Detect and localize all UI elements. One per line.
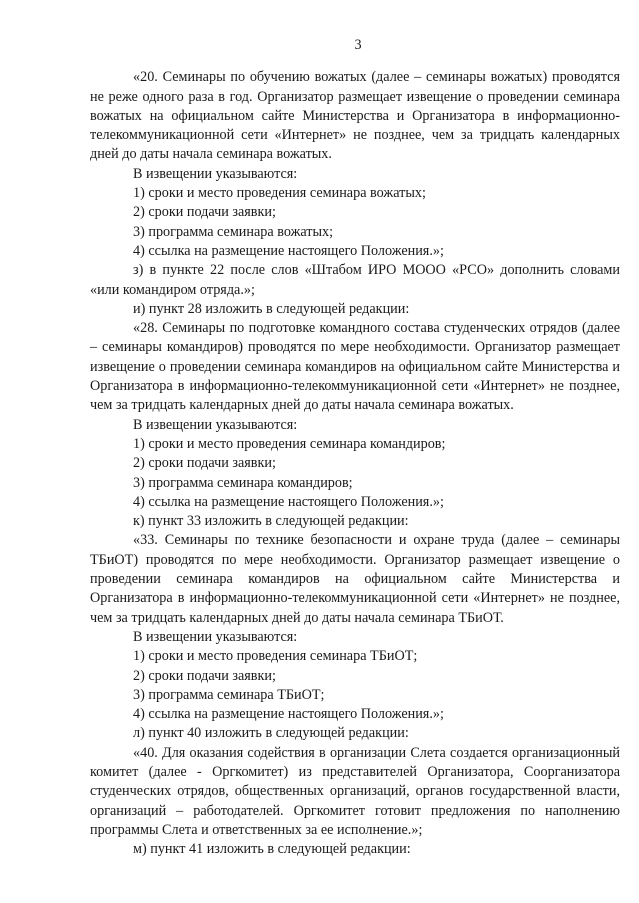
list-item: 1) сроки и место проведения семинара вожатых; [133,185,426,202]
list-item: 1) сроки и место проведения семинара ТБиОТ; [133,648,418,665]
paragraph-item-20: «20. Семинары по обучению вожатых (далее – семинары вожатых) проводятся не реже одного раза в год. Организатор размещает извещение о проведении семинара вожатых на официальном сайте Министерства и Организатора в информационно-телекоммуникационной сети «Интернет» не позднее, чем за тридцать календарных дней до даты начала семинара вожатых. [90,69,620,163]
paragraph-item-33: «33. Семинары по технике безопасности и охране труда (далее – семинары ТБиОТ) проводятся по мере необходимости. Организатор размещает извещение о проведении семинара командиров на официальном сайте Министерства и Организатора в информационно-телекоммуникационной сети «Интернет» не позднее, чем за тридцать календарных дней до даты начала семинара ТБиОТ. [90,532,620,626]
list-item: 2) сроки подачи заявки; [133,455,276,472]
page-number: 3 [354,37,362,53]
notice-intro: В извещении указываются: [133,628,298,645]
amendment-z: з) в пункте 22 после слов «Штабом ИРО МООО «РСО» дополнить словами «или командиром отряда.»; [90,262,620,298]
notice-intro: В извещении указываются: [133,165,298,182]
list-item: 4) ссылка на размещение настоящего Положения.»; [133,493,444,510]
notice-intro: В извещении указываются: [133,416,298,433]
list-item: 3) программа семинара командиров; [133,474,353,491]
paragraph-item-28: «28. Семинары по подготовке командного состава студенческих отрядов (далее – семинары командиров) проводятся по мере необходимости. Организатор размещает извещение о проведении семинара командиров на официальном сайте Министерства и Организатора в информационно-телекоммуникационной сети «Интернет» не позднее, чем за тридцать календарных дней до даты начала семинара вожатых. [90,320,620,414]
amendment-m: м) пункт 41 изложить в следующей редакции: [133,841,411,858]
list-item: 1) сроки и место проведения семинара командиров; [133,435,446,452]
amendment-l: л) пункт 40 изложить в следующей редакции: [133,725,409,742]
list-item: 2) сроки подачи заявки; [133,667,276,684]
list-item: 4) ссылка на размещение настоящего Положения.»; [133,242,444,259]
list-item: 4) ссылка на размещение настоящего Положения.»; [133,706,444,723]
list-item: 3) программа семинара ТБиОТ; [133,686,325,703]
amendment-k: к) пункт 33 изложить в следующей редакции: [133,513,409,530]
amendment-i: и) пункт 28 изложить в следующей редакции: [133,300,410,317]
list-item: 2) сроки подачи заявки; [133,204,276,221]
paragraph-item-40: «40. Для оказания содействия в организации Слета создается организационный комитет (далее - Оргкомитет) из представителей Организатора, Соорганизатора студенческих отрядов, общественных организаций, органов государственной власти, организаций – работодателей. Оргкомитет готовит предложения по наполнению программы Слета и ответственных за ее исполнение.»; [90,744,620,838]
list-item: 3) программа семинара вожатых; [133,223,334,240]
